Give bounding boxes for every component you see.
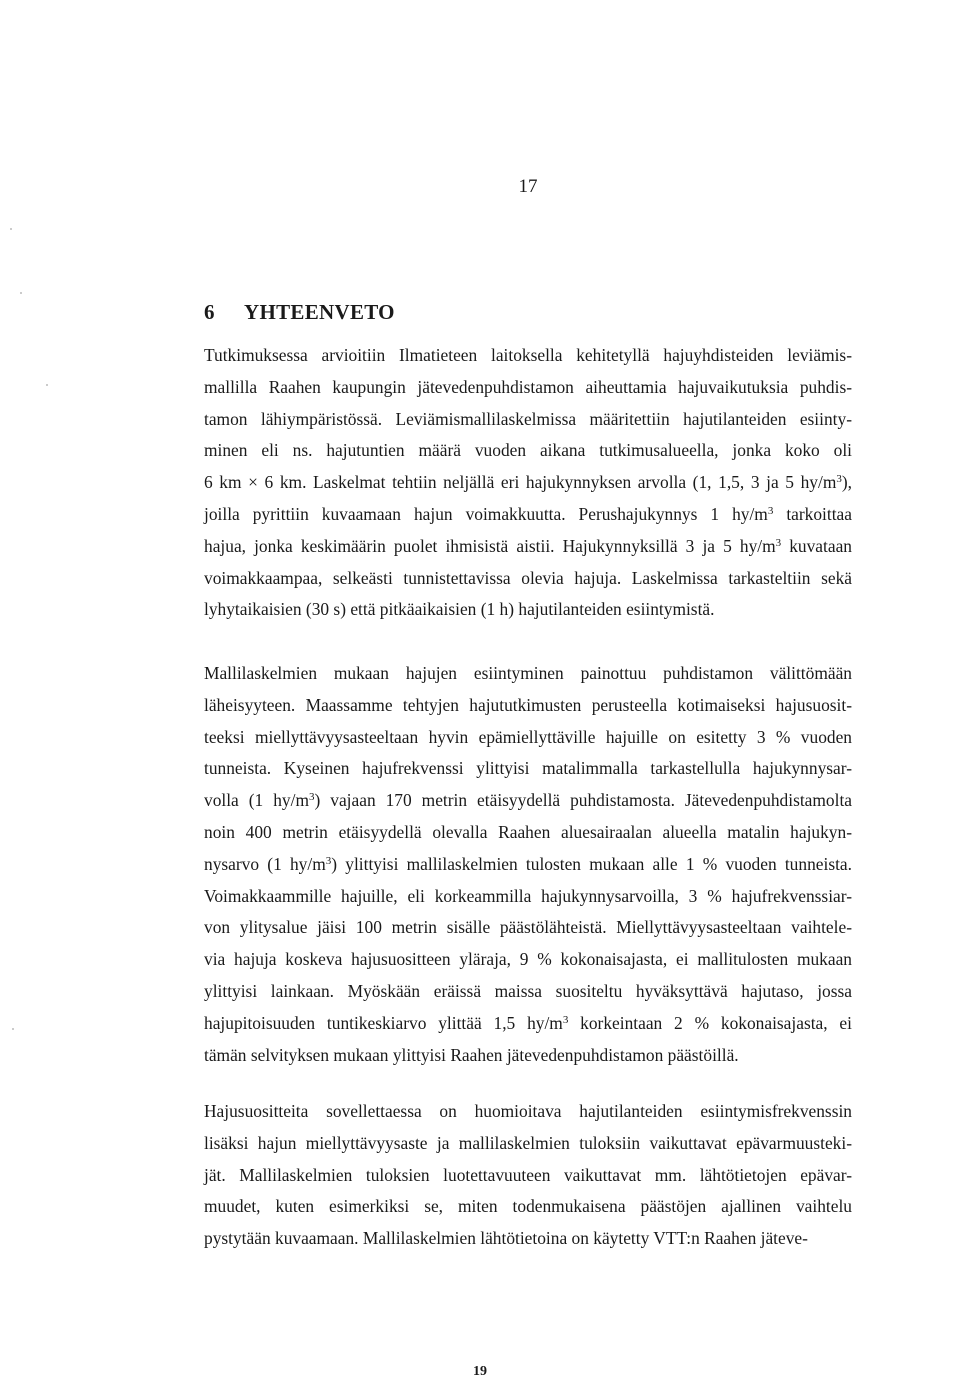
- text-line: mallilla Raahen kaupungin jätevedenpuhdistamon aiheuttamia hajuvaikutuksia puhdis-: [204, 376, 852, 397]
- page-number: 17: [518, 176, 538, 197]
- scan-speck: [10, 228, 12, 230]
- text-line: pystytään kuvaamaan. Mallilaskelmien lähtötietoina on käytetty VTT:n Raahen jäteve-: [204, 1228, 808, 1249]
- paragraph-uncertainty: [204, 1096, 852, 1255]
- text-line: tamon lähiympäristössä. Leviämismallilaskelmissa määritettiin hajutilanteiden esiinty-: [204, 408, 852, 429]
- text-line: teeksi miellyttävyysasteeltaan hyvin epämiellyttäville hajuille on esitetty 3 % vuoden: [204, 726, 852, 747]
- text-line: tunneista. Kyseinen hajufrekvenssi ylittyisi matalimmalla tarkastellulla hajukynnysar-: [204, 758, 852, 779]
- text-line: jät. Mallilaskelmien tuloksien luotettavuuteen vaikuttavat mm. lähtötietojen epävar-: [204, 1164, 852, 1185]
- text-line: voimakkaampaa, selkeästi tunnistettavissa olevia hajuja. Laskelmissa tarkasteltiin sekä: [204, 567, 852, 588]
- text-line: Voimakkaammille hajuille, eli korkeammilla hajukynnysarvoilla, 3 % hajufrekvenssiar-: [204, 885, 852, 906]
- text-line: joilla pyrittiin kuvaamaan hajun voimakkuutta. Perushajukynnys 1 $hy/m^3$ tarkoittaa: [204, 503, 852, 524]
- text-line: 6 km × 6 km. Laskelmat tehtiin neljällä eri hajukynnyksen arvolla (1, 1,5, 3 ja 5 $hy/m^3$),: [204, 472, 852, 493]
- text-line: läheisyyteen. Maassamme tehtyjen hajututkimusten perusteella kotimaiseksi hajusuosit-: [204, 694, 852, 715]
- text-line: Hajusuositteita sovellettaessa on huomioitava hajutilanteiden esiintymisfrekvenssin: [204, 1101, 852, 1121]
- text-line: muudet, kuten esimerkiksi se, miten todenmukaisena päästöjen ajallinen vaihtelu: [204, 1196, 852, 1217]
- text-line: hajupitoisuuden tuntikeskiarvo ylittää 1,5 $hy/m^3$ korkeintaan 2 % kokonaisajasta, ei: [204, 1012, 852, 1033]
- scan-speck: [12, 1028, 14, 1030]
- section-heading: [204, 300, 395, 325]
- text-line: noin 400 metrin etäisyydellä olevalla Raahen aluesairaalan alueella matalin hajukyn-: [204, 821, 852, 842]
- text-line: nysarvo (1 $hy/m^3$) ylittyisi mallilaskelmien tulosten mukaan alle 1 % vuoden tunneista.: [204, 853, 852, 874]
- text-line: tämän selvityksen mukaan ylittyisi Raahen jätevedenpuhdistamon päästöillä.: [204, 1044, 739, 1065]
- text-line: hajua, jonka keskimäärin puolet ihmisistä aistii. Hajukynnyksillä 3 ja 5 $hy/m^3$ kuvataan: [204, 535, 852, 556]
- text-line: via hajuja koskeva hajusuositteen yläraja, 9 % kokonaisajasta, ei mallitulosten mukaan: [204, 949, 852, 970]
- scan-speck: [46, 384, 48, 386]
- paragraph-summary-intro: [204, 340, 852, 626]
- scan-speck: [20, 292, 22, 294]
- paragraph-model-results: [204, 658, 852, 1071]
- footer-page-number: 19: [473, 1364, 487, 1379]
- section-number: 6: [204, 300, 215, 324]
- section-title: YHTEENVETO: [244, 300, 395, 324]
- text-line: von ylitysalue jäisi 100 metrin sisälle päästölähteistä. Miellyttävyysasteeltaan vaihtele-: [204, 917, 852, 938]
- text-line: lisäksi hajun miellyttävyysaste ja mallilaskelmien tuloksiin vaikuttavat epävarmuusteki-: [204, 1132, 852, 1153]
- text-line: Tutkimuksessa arvioitiin Ilmatieteen laitoksella kehitetyllä hajuyhdisteiden leviämis-: [204, 345, 852, 365]
- text-line: minen eli ns. hajutuntien määrä vuoden aikana tutkimusalueella, jonka koko oli: [204, 440, 852, 461]
- text-line: ylittyisi lainkaan. Myöskään eräissä maissa suositeltu hyväksyttävä hajutaso, jossa: [204, 980, 852, 1001]
- text-line: Mallilaskelmien mukaan hajujen esiintyminen painottuu puhdistamon välittömään: [204, 663, 852, 683]
- text-line: lyhytaikaisien (30 s) että pitkäaikaisien (1 h) hajutilanteiden esiintymistä.: [204, 599, 715, 620]
- text-line: volla (1 $hy/m^3$) vajaan 170 metrin etäisyydellä puhdistamosta. Jätevedenpuhdistamolta: [204, 790, 852, 811]
